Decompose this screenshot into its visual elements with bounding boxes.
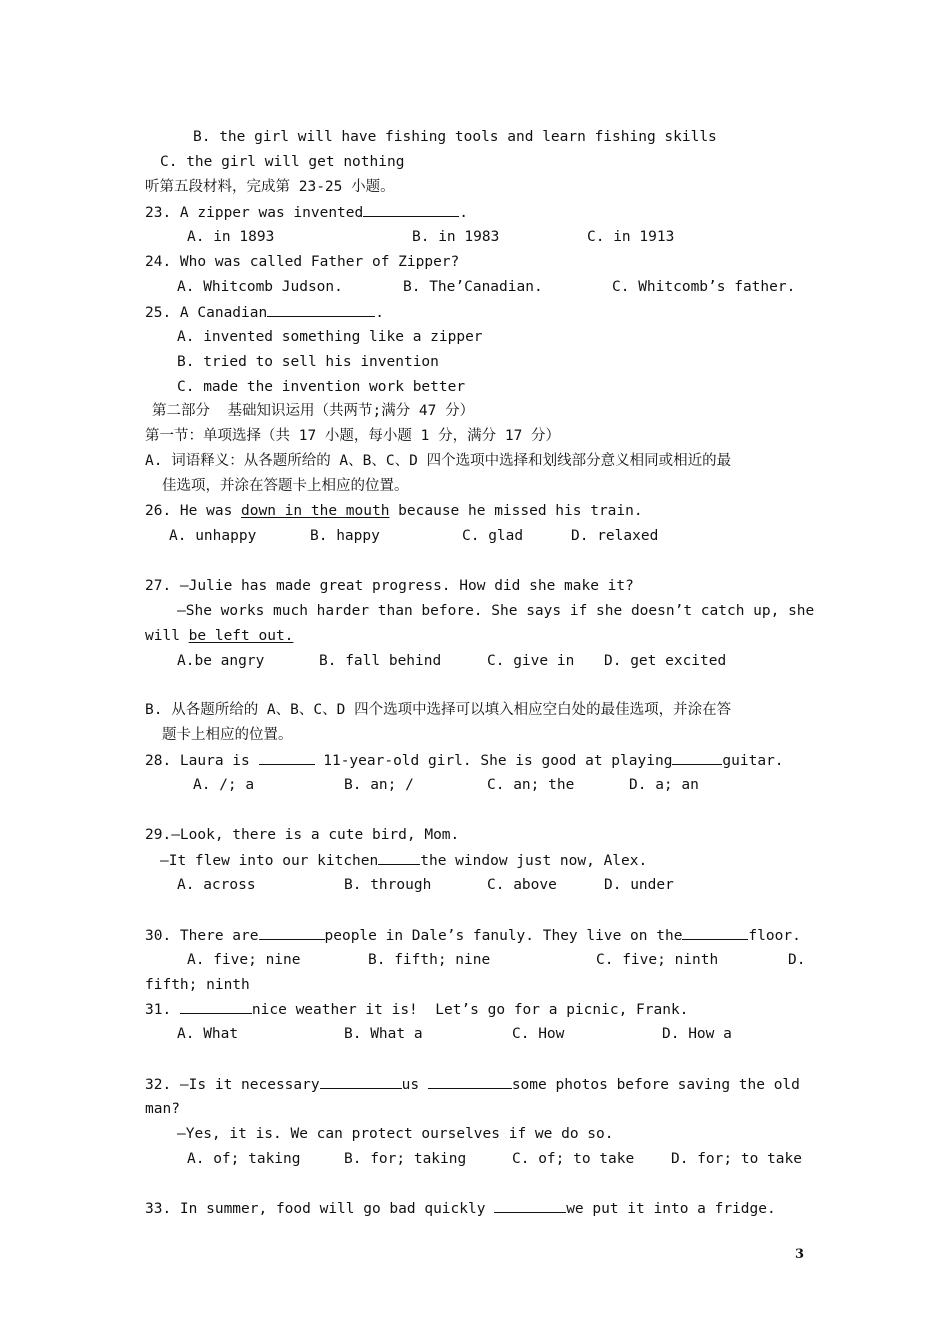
option-c: C. of; to take bbox=[512, 1151, 635, 1167]
option-b: B. through bbox=[344, 877, 432, 893]
option-a: A. unhappy bbox=[169, 528, 257, 544]
option-line: C. the girl will get nothing bbox=[160, 154, 405, 170]
question-28: 28. Laura is 11-year-old girl. She is good at playing guitar. bbox=[145, 750, 784, 771]
answer-blank bbox=[267, 302, 375, 317]
question-27-reply: —She works much harder than before. She says if she doesn’t catch up, she bbox=[177, 603, 815, 619]
part-heading: 第二部分 基础知识运用（共两节;满分 47 分） bbox=[152, 403, 475, 419]
option-d: D. relaxed bbox=[571, 528, 659, 544]
option-d: D. under bbox=[604, 877, 674, 893]
option-a: A. across bbox=[177, 877, 256, 893]
question-32-cont: man? bbox=[145, 1101, 180, 1117]
option-a: A.be angry bbox=[177, 653, 265, 669]
instruction-b-cont: 题卡上相应的位置。 bbox=[162, 727, 293, 743]
question-27: 27. —Julie has made great progress. How did she make it? bbox=[145, 578, 634, 594]
question-29: 29.—Look, there is a cute bird, Mom. bbox=[145, 827, 460, 843]
section-instruction: 听第五段材料，完成第 23-25 小题。 bbox=[145, 179, 395, 195]
option-a: A. of; taking bbox=[187, 1151, 301, 1167]
question-32: 32. —Is it necessary us some photos before saving the old bbox=[145, 1074, 800, 1095]
option-c: C. Whitcomb’s father. bbox=[612, 279, 796, 295]
question-30: 30. There are people in Dale’s fanuly. They live on the floor. bbox=[145, 925, 801, 946]
question-33: 33. In summer, food will go bad quickly we put it into a fridge. bbox=[145, 1198, 776, 1219]
question-29-reply: —It flew into our kitchen the window just now, Alex. bbox=[160, 850, 647, 871]
option-a: A. What bbox=[177, 1026, 239, 1042]
option-b: B. in 1983 bbox=[412, 229, 500, 245]
answer-blank bbox=[363, 202, 459, 217]
option-b: B. happy bbox=[310, 528, 380, 544]
answer-blank bbox=[494, 1198, 566, 1213]
option-c: C. How bbox=[512, 1026, 565, 1042]
answer-blank bbox=[180, 999, 252, 1014]
option-d: D. a; an bbox=[629, 777, 699, 793]
section-heading: 第一节：单项选择（共 17 小题，每小题 1 分，满分 17 分） bbox=[145, 428, 561, 444]
option-b: B. an; / bbox=[344, 777, 414, 793]
option-b: B. What a bbox=[344, 1026, 423, 1042]
option-d: D. How a bbox=[662, 1026, 732, 1042]
option-c: C. above bbox=[487, 877, 557, 893]
option-d-cont: fifth; ninth bbox=[145, 977, 250, 993]
option-c: C. glad bbox=[462, 528, 524, 544]
option-a: A. invented something like a zipper bbox=[177, 329, 483, 345]
instruction-b: B. 从各题所给的 A、B、C、D 四个选项中选择可以填入相应空白处的最佳选项，并涂在答 bbox=[145, 702, 732, 718]
option-d: D. for; to take bbox=[671, 1151, 802, 1167]
option-a: A. Whitcomb Judson. bbox=[177, 279, 343, 295]
option-a: A. in 1893 bbox=[187, 229, 275, 245]
question-23: 23. A zipper was invented . bbox=[145, 202, 468, 223]
option-c: C. give in bbox=[487, 653, 575, 669]
option-a: A. /; a bbox=[193, 777, 255, 793]
question-24: 24. Who was called Father of Zipper? bbox=[145, 254, 460, 270]
option-c: C. five; ninth bbox=[596, 952, 719, 968]
option-c: C. made the invention work better bbox=[177, 379, 466, 395]
option-b: B. fifth; nine bbox=[368, 952, 491, 968]
option-line: B. the girl will have fishing tools and learn fishing skills bbox=[193, 129, 717, 145]
underlined-phrase: down in the mouth bbox=[241, 503, 390, 519]
option-d: D. get excited bbox=[604, 653, 727, 669]
option-b: B. fall behind bbox=[319, 653, 442, 669]
option-d: D. bbox=[788, 952, 806, 968]
option-c: C. an; the bbox=[487, 777, 575, 793]
question-31: 31. nice weather it is! Let’s go for a picnic, Frank. bbox=[145, 999, 688, 1020]
answer-blank bbox=[259, 925, 325, 940]
answer-blank bbox=[428, 1074, 512, 1089]
answer-blank bbox=[378, 850, 420, 865]
answer-blank bbox=[320, 1074, 402, 1089]
question-26: 26. He was down in the mouth because he missed his train. bbox=[145, 503, 643, 519]
question-27-reply-cont: will be left out. bbox=[145, 628, 294, 644]
option-c: C. in 1913 bbox=[587, 229, 675, 245]
page-number: 3 bbox=[795, 1247, 805, 1262]
question-32-reply: —Yes, it is. We can protect ourselves if we do so. bbox=[177, 1126, 614, 1142]
instruction-a: A. 词语释义：从各题所给的 A、B、C、D 四个选项中选择和划线部分意义相同或相近的最 bbox=[145, 453, 732, 469]
underlined-phrase: be left out. bbox=[188, 628, 294, 644]
option-b: B. The’Canadian. bbox=[403, 279, 543, 295]
answer-blank bbox=[259, 750, 315, 765]
option-b: B. tried to sell his invention bbox=[177, 354, 439, 370]
question-25: 25. A Canadian . bbox=[145, 302, 384, 323]
answer-blank bbox=[682, 925, 748, 940]
option-a: A. five; nine bbox=[187, 952, 301, 968]
instruction-a-cont: 佳选项，并涂在答题卡上相应的位置。 bbox=[162, 478, 409, 494]
answer-blank bbox=[672, 750, 722, 765]
option-b: B. for; taking bbox=[344, 1151, 467, 1167]
